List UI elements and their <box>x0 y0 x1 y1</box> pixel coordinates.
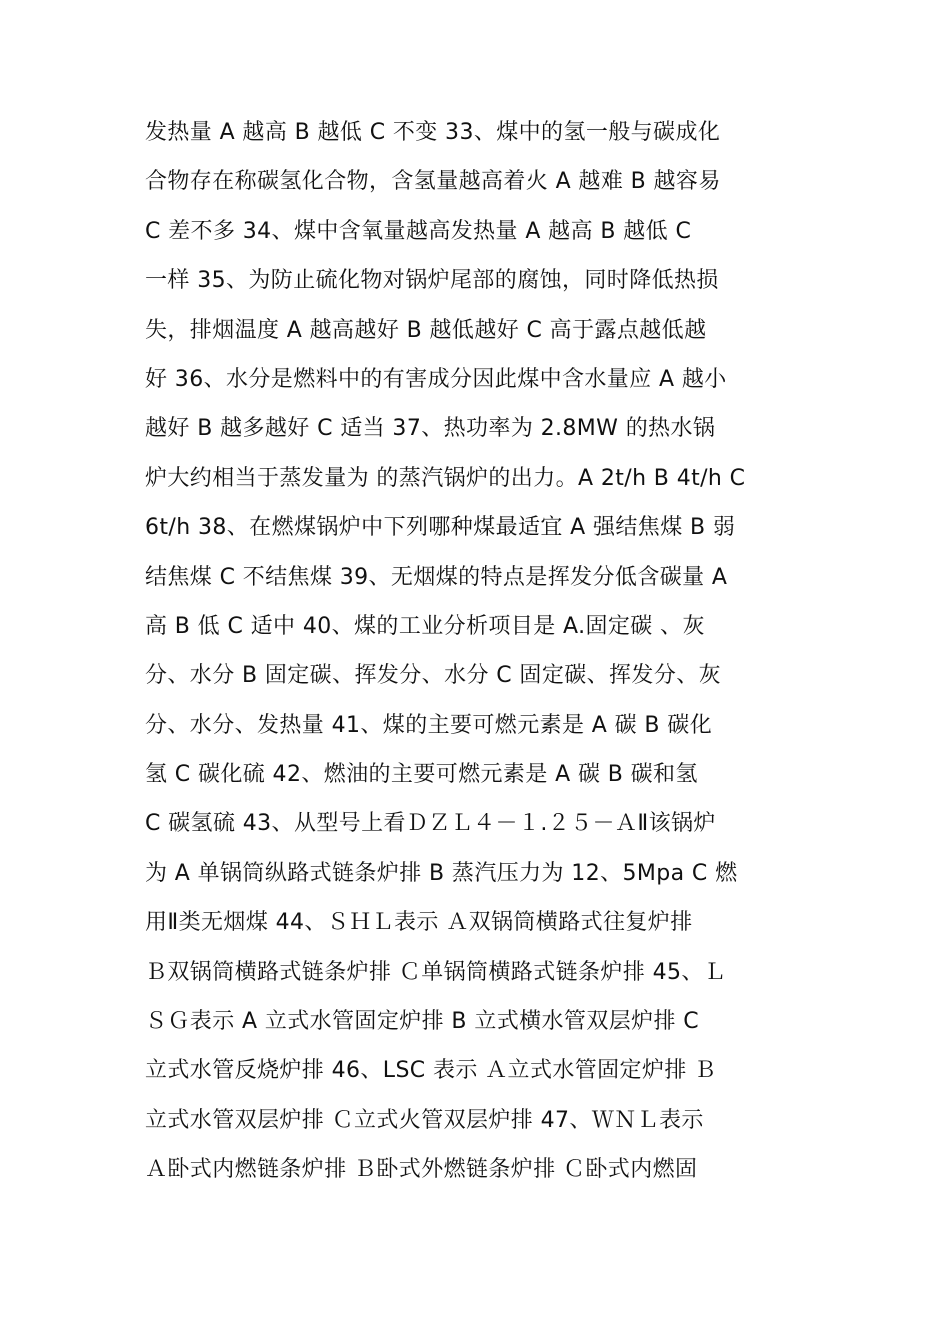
text-line: 越好 B 越多越好 C 适当 37、热功率为 2.8MW 的热水锅 <box>145 416 716 442</box>
text-line: ＳＧ表示 A 立式水管固定炉排 B 立式横水管双层炉排 C <box>145 1009 700 1035</box>
text-line: 立式水管反烧炉排 46、LSC 表示 Ａ立式水管固定炉排 Ｂ <box>145 1058 717 1084</box>
text-line: 立式水管双层炉排 Ｃ立式火管双层炉排 47、ＷＮＬ表示 <box>145 1107 704 1133</box>
text-line: 发热量 A 越高 B 越低 C 不变 33、煤中的氢一般与碳成化 <box>145 120 721 145</box>
text-line: 为 A 单锅筒纵路式链条炉排 B 蒸汽压力为 12、5Mpa C 燃 <box>145 860 738 886</box>
text-line: C 差不多 34、煤中含氧量越高发热量 A 越高 B 越低 C <box>145 218 692 244</box>
text-line: 高 B 低 C 适中 40、煤的工业分析项目是 A.固定碳 、灰 <box>145 613 705 639</box>
text-line: 合物存在称碳氢化合物，含氢量越高着火 A 越难 B 越容易 <box>145 169 721 195</box>
text-line: 结焦煤 C 不结焦煤 39、无烟煤的特点是挥发分低含碳量 A <box>145 564 728 590</box>
text-line: 用Ⅱ类无烟煤 44、ＳＨＬ表示 Ａ双锅筒横路式往复炉排 <box>145 910 693 936</box>
text-line: 氢 C 碳化硫 42、燃油的主要可燃元素是 A 碳 B 碳和氢 <box>145 762 698 788</box>
text-line: 好 36、水分是燃料中的有害成分因此煤中含水量应 A 越小 <box>145 366 727 392</box>
text-line: Ｂ双锅筒横路式链条炉排 Ｃ单锅筒横路式链条炉排 45、Ｌ <box>145 959 727 985</box>
text-line: 一样 35、为防止硫化物对锅炉尾部的腐蚀，同时降低热损 <box>145 268 719 294</box>
text-line: 6t/h 38、在燃煤锅炉中下列哪种煤最适宜 A 强结焦煤 B 弱 <box>145 515 736 541</box>
text-line: C 碳氢硫 43、从型号上看ＤＺＬ４－１.２５－ＡⅡ该锅炉 <box>145 811 716 837</box>
text-line: 炉大约相当于蒸发量为 的蒸汽锅炉的出力。A 2t/h B 4t/h C <box>145 465 746 491</box>
text-line: Ａ卧式内燃链条炉排 Ｂ卧式外燃链条炉排 Ｃ卧式内燃固 <box>145 1157 698 1183</box>
text-line: 分、水分 B 固定碳、挥发分、水分 C 固定碳、挥发分、灰 <box>145 663 722 689</box>
text-line: 失，排烟温度 A 越高越好 B 越低越好 C 高于露点越低越 <box>145 317 707 343</box>
body-text <box>145 114 815 1201</box>
text-line: 分、水分、发热量 41、煤的主要可燃元素是 A 碳 B 碳化 <box>145 712 713 738</box>
